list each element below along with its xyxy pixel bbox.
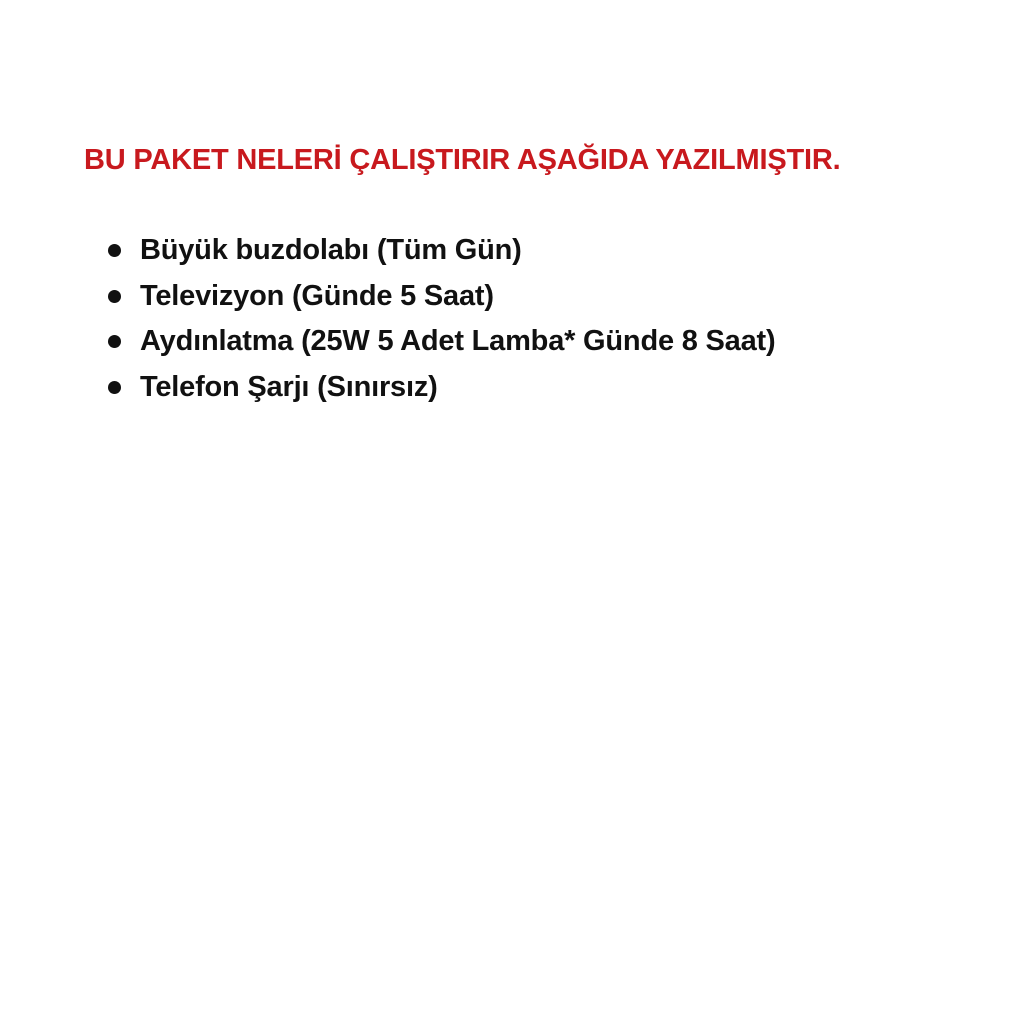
- list-item-text: Telefon Şarjı (Sınırsız): [140, 370, 438, 403]
- list-item: [106, 228, 986, 274]
- list-item-text: Televizyon (Günde 5 Saat): [140, 279, 494, 312]
- appliance-list: [106, 228, 986, 410]
- list-item: [106, 274, 986, 320]
- bullet-icon: [108, 381, 121, 394]
- bullet-icon: [108, 244, 121, 257]
- list-item-text: Aydınlatma (25W 5 Adet Lamba* Günde 8 Saat): [140, 325, 776, 357]
- page-heading: BU PAKET NELERİ ÇALIŞTIRIR AŞAĞIDA YAZILMIŞTIR.: [84, 144, 841, 176]
- bullet-icon: [108, 290, 121, 303]
- list-item-text: Büyük buzdolabı (Tüm Gün): [140, 234, 522, 266]
- bullet-icon: [108, 335, 121, 348]
- list-item: [106, 365, 986, 411]
- list-item: [106, 319, 986, 365]
